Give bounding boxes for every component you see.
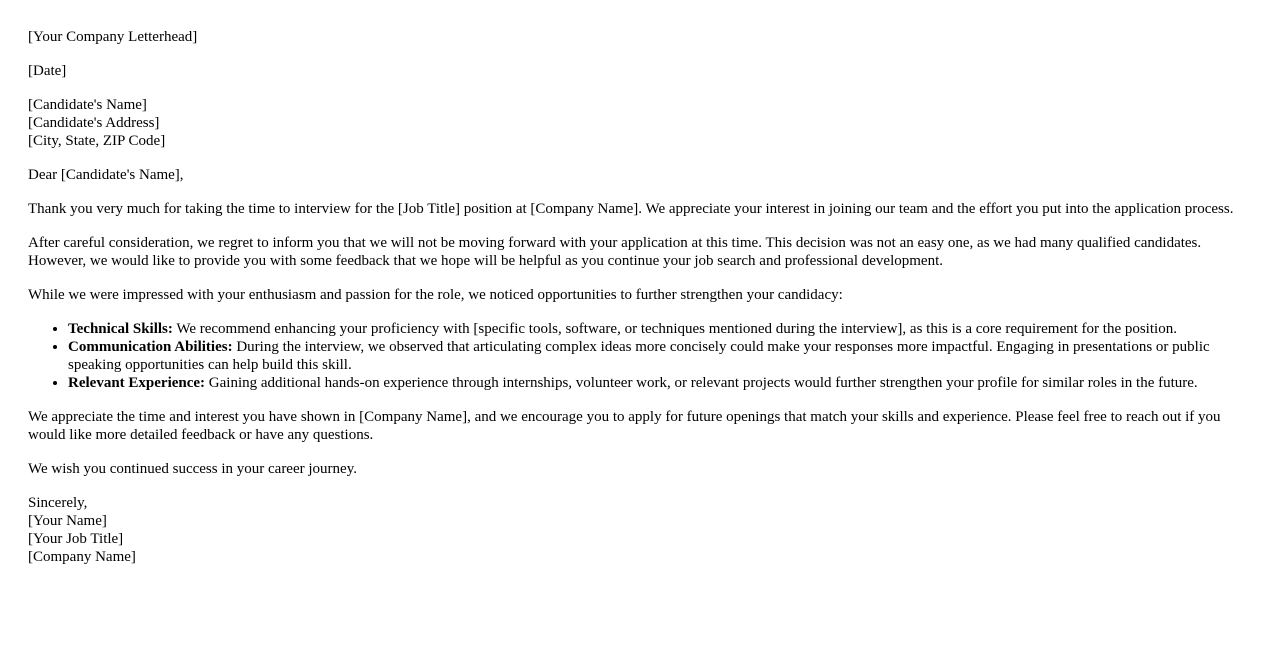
recipient-address <box>28 96 1250 150</box>
date: [Date] <box>28 63 67 79</box>
paragraph-thanks: Thank you very much for taking the time to interview for the [Job Title] position at [Company Name]. We appreciate your interest in joining our team and the effort you put into the application process. <box>28 201 1234 217</box>
paragraph-feedback-intro: While we were impressed with your enthusiasm and passion for the role, we noticed opportunities to further strengthen your candidacy: <box>28 287 843 303</box>
feedback-item-text: During the interview, we observed that articulating complex ideas more concisely could make your responses more impactful. Engaging in presentations or public speaking opportunities can help build this skill. <box>68 339 1210 373</box>
feedback-item-communication-abilities <box>68 338 1250 374</box>
recipient-name: [Candidate's Name] <box>28 97 147 113</box>
recipient-city-state-zip: [City, State, ZIP Code] <box>28 133 166 149</box>
feedback-item-technical-skills <box>68 320 1250 338</box>
signature-block <box>28 494 1250 566</box>
feedback-item-text: We recommend enhancing your proficiency with [specific tools, software, or techniques mentioned during the interview], as this is a core requirement for the position. <box>172 321 1177 337</box>
feedback-item-text: Gaining additional hands-on experience through internships, volunteer work, or relevant projects would further strengthen your profile for similar roles in the future. <box>205 375 1198 391</box>
sign-off: Sincerely, <box>28 495 88 511</box>
salutation: Dear [Candidate's Name], <box>28 167 184 183</box>
feedback-list <box>28 320 1250 392</box>
feedback-item-title: Relevant Experience: <box>68 375 206 391</box>
paragraph-decision: After careful consideration, we regret to inform you that we will not be moving forward with your application at this time. This decision was not an easy one, as we had many qualified candidates. However, we would like to provide you with some feedback that we hope will be helpful as you continue your job search and professional development. <box>28 235 1202 269</box>
letter <box>28 28 1250 582</box>
recipient-address-line: [Candidate's Address] <box>28 115 160 131</box>
feedback-item-title: Technical Skills: <box>68 321 173 337</box>
feedback-item-relevant-experience <box>68 374 1250 392</box>
feedback-item-title: Communication Abilities: <box>68 339 233 355</box>
sender-name: [Your Name] <box>28 513 107 529</box>
sender-job-title: [Your Job Title] <box>28 531 124 547</box>
sender-company: [Company Name] <box>28 549 136 565</box>
letterhead: [Your Company Letterhead] <box>28 29 198 45</box>
paragraph-wish: We wish you continued success in your career journey. <box>28 461 357 477</box>
paragraph-encourage: We appreciate the time and interest you have shown in [Company Name], and we encourage you to apply for future openings that match your skills and experience. Please feel free to reach out if you would like more detailed feedback or have any questions. <box>28 409 1221 443</box>
